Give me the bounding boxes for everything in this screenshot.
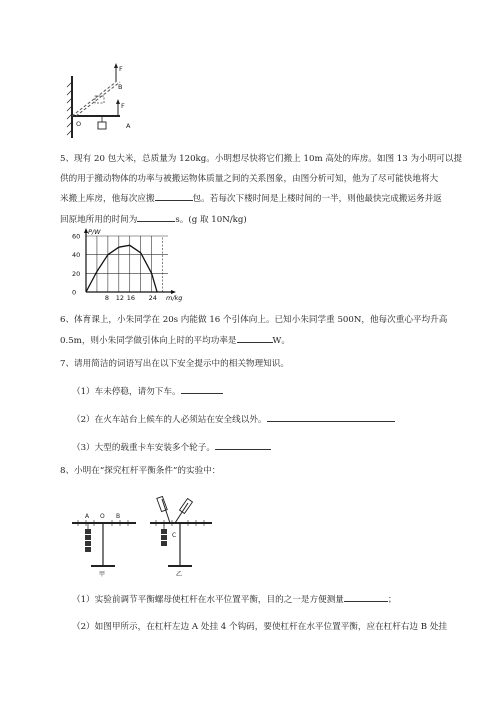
q5-line-3: 米搬上库房，他每次应搬 包。若每次下楼时间是上楼时间的一半，则他最快完成搬运务并返 — [60, 189, 460, 210]
power-mass-chart — [70, 228, 183, 304]
answer-blank-q7-2[interactable] — [267, 410, 395, 422]
q7-item-3: （3）大型的载重卡车安装多个轮子。 — [72, 438, 271, 458]
x-axis-label: m/kg — [166, 294, 183, 302]
q7-item-2: （2）在火车站台上候车的人必须站在安全线以外。 — [72, 410, 395, 430]
y-tick-label: 0 — [72, 288, 77, 297]
q8-sub-1: （1）实验前调节平衡螺母使杠杆在水平位置平衡，目的之一是方便测量 ； — [72, 590, 397, 610]
answer-blank-q5a[interactable] — [155, 189, 193, 201]
lever-label-o: O — [100, 513, 105, 520]
lever-label-c: C — [172, 532, 177, 539]
label-f-upper: F — [119, 65, 123, 73]
y-tick-label: 20 — [72, 269, 81, 278]
answer-blank-q7-1[interactable] — [181, 382, 223, 394]
caption-yi: 乙 — [176, 571, 183, 578]
y-axis-label: P/W — [88, 228, 101, 236]
label-o: O — [76, 120, 82, 128]
q6-line-1: 6、体育课上，小朱同学在 20s 内能做 16 个引体向上。已知小朱同学重 500N，他每次重心平均升高 — [60, 315, 448, 325]
answer-blank-q6[interactable] — [237, 331, 273, 343]
x-tick-label: 12 — [115, 294, 125, 302]
q5-line-2: 供的用于搬动物体的功率与被搬运物体质量之间的关系图象，由图分析可知，他为了尽可能快地将大 — [60, 173, 439, 184]
q5-line-4: 回原地所用的时间为 s。(g 取 10N/kg) — [60, 210, 460, 231]
q7-item-1: （1）车未停稳，请勿下车。 — [72, 382, 223, 402]
label-f-lower: F — [121, 102, 125, 110]
x-tick-label: 24 — [148, 294, 157, 302]
lever-label-a: A — [85, 513, 90, 520]
question-6 — [60, 311, 460, 351]
label-a: A — [126, 122, 131, 130]
label-b: B — [118, 83, 123, 91]
lever-experiment-figure — [66, 493, 216, 577]
lever-label-b: B — [116, 513, 121, 520]
y-tick-label: 60 — [72, 232, 81, 241]
lever-figure-top — [64, 58, 154, 140]
answer-blank-q5b[interactable] — [137, 210, 175, 222]
y-tick-label: 40 — [72, 251, 81, 260]
q8-sub-2: （2）如图甲所示，在杠杆左边 A 处挂 4 个钩码，要使杠杆在水平位置平衡，应在杠杆右边 B 处挂 — [72, 622, 448, 632]
caption-jia: 甲 — [99, 571, 106, 578]
q8-intro: 8、小明在“探究杠杆平衡条件”的实验中： — [60, 466, 221, 476]
x-tick-label: 16 — [126, 294, 136, 302]
answer-blank-q8-1[interactable] — [344, 590, 388, 602]
q5-line-1: 5、现有 20 包大米，总质量为 120kg。小明想尽快将它们搬上 10m 高处的库房。如图 13 为小明可以提 — [60, 154, 463, 164]
x-tick-label: 8 — [104, 294, 110, 302]
question-5 — [60, 150, 463, 230]
answer-blank-q7-3[interactable] — [215, 438, 271, 450]
q6-line-2: 0.5m，则小朱同学做引体向上时的平均功率是 W。 — [60, 331, 460, 352]
q7-intro: 7、请用简洁的词语写出在以下安全提示中的相关物理知识。 — [60, 359, 289, 369]
